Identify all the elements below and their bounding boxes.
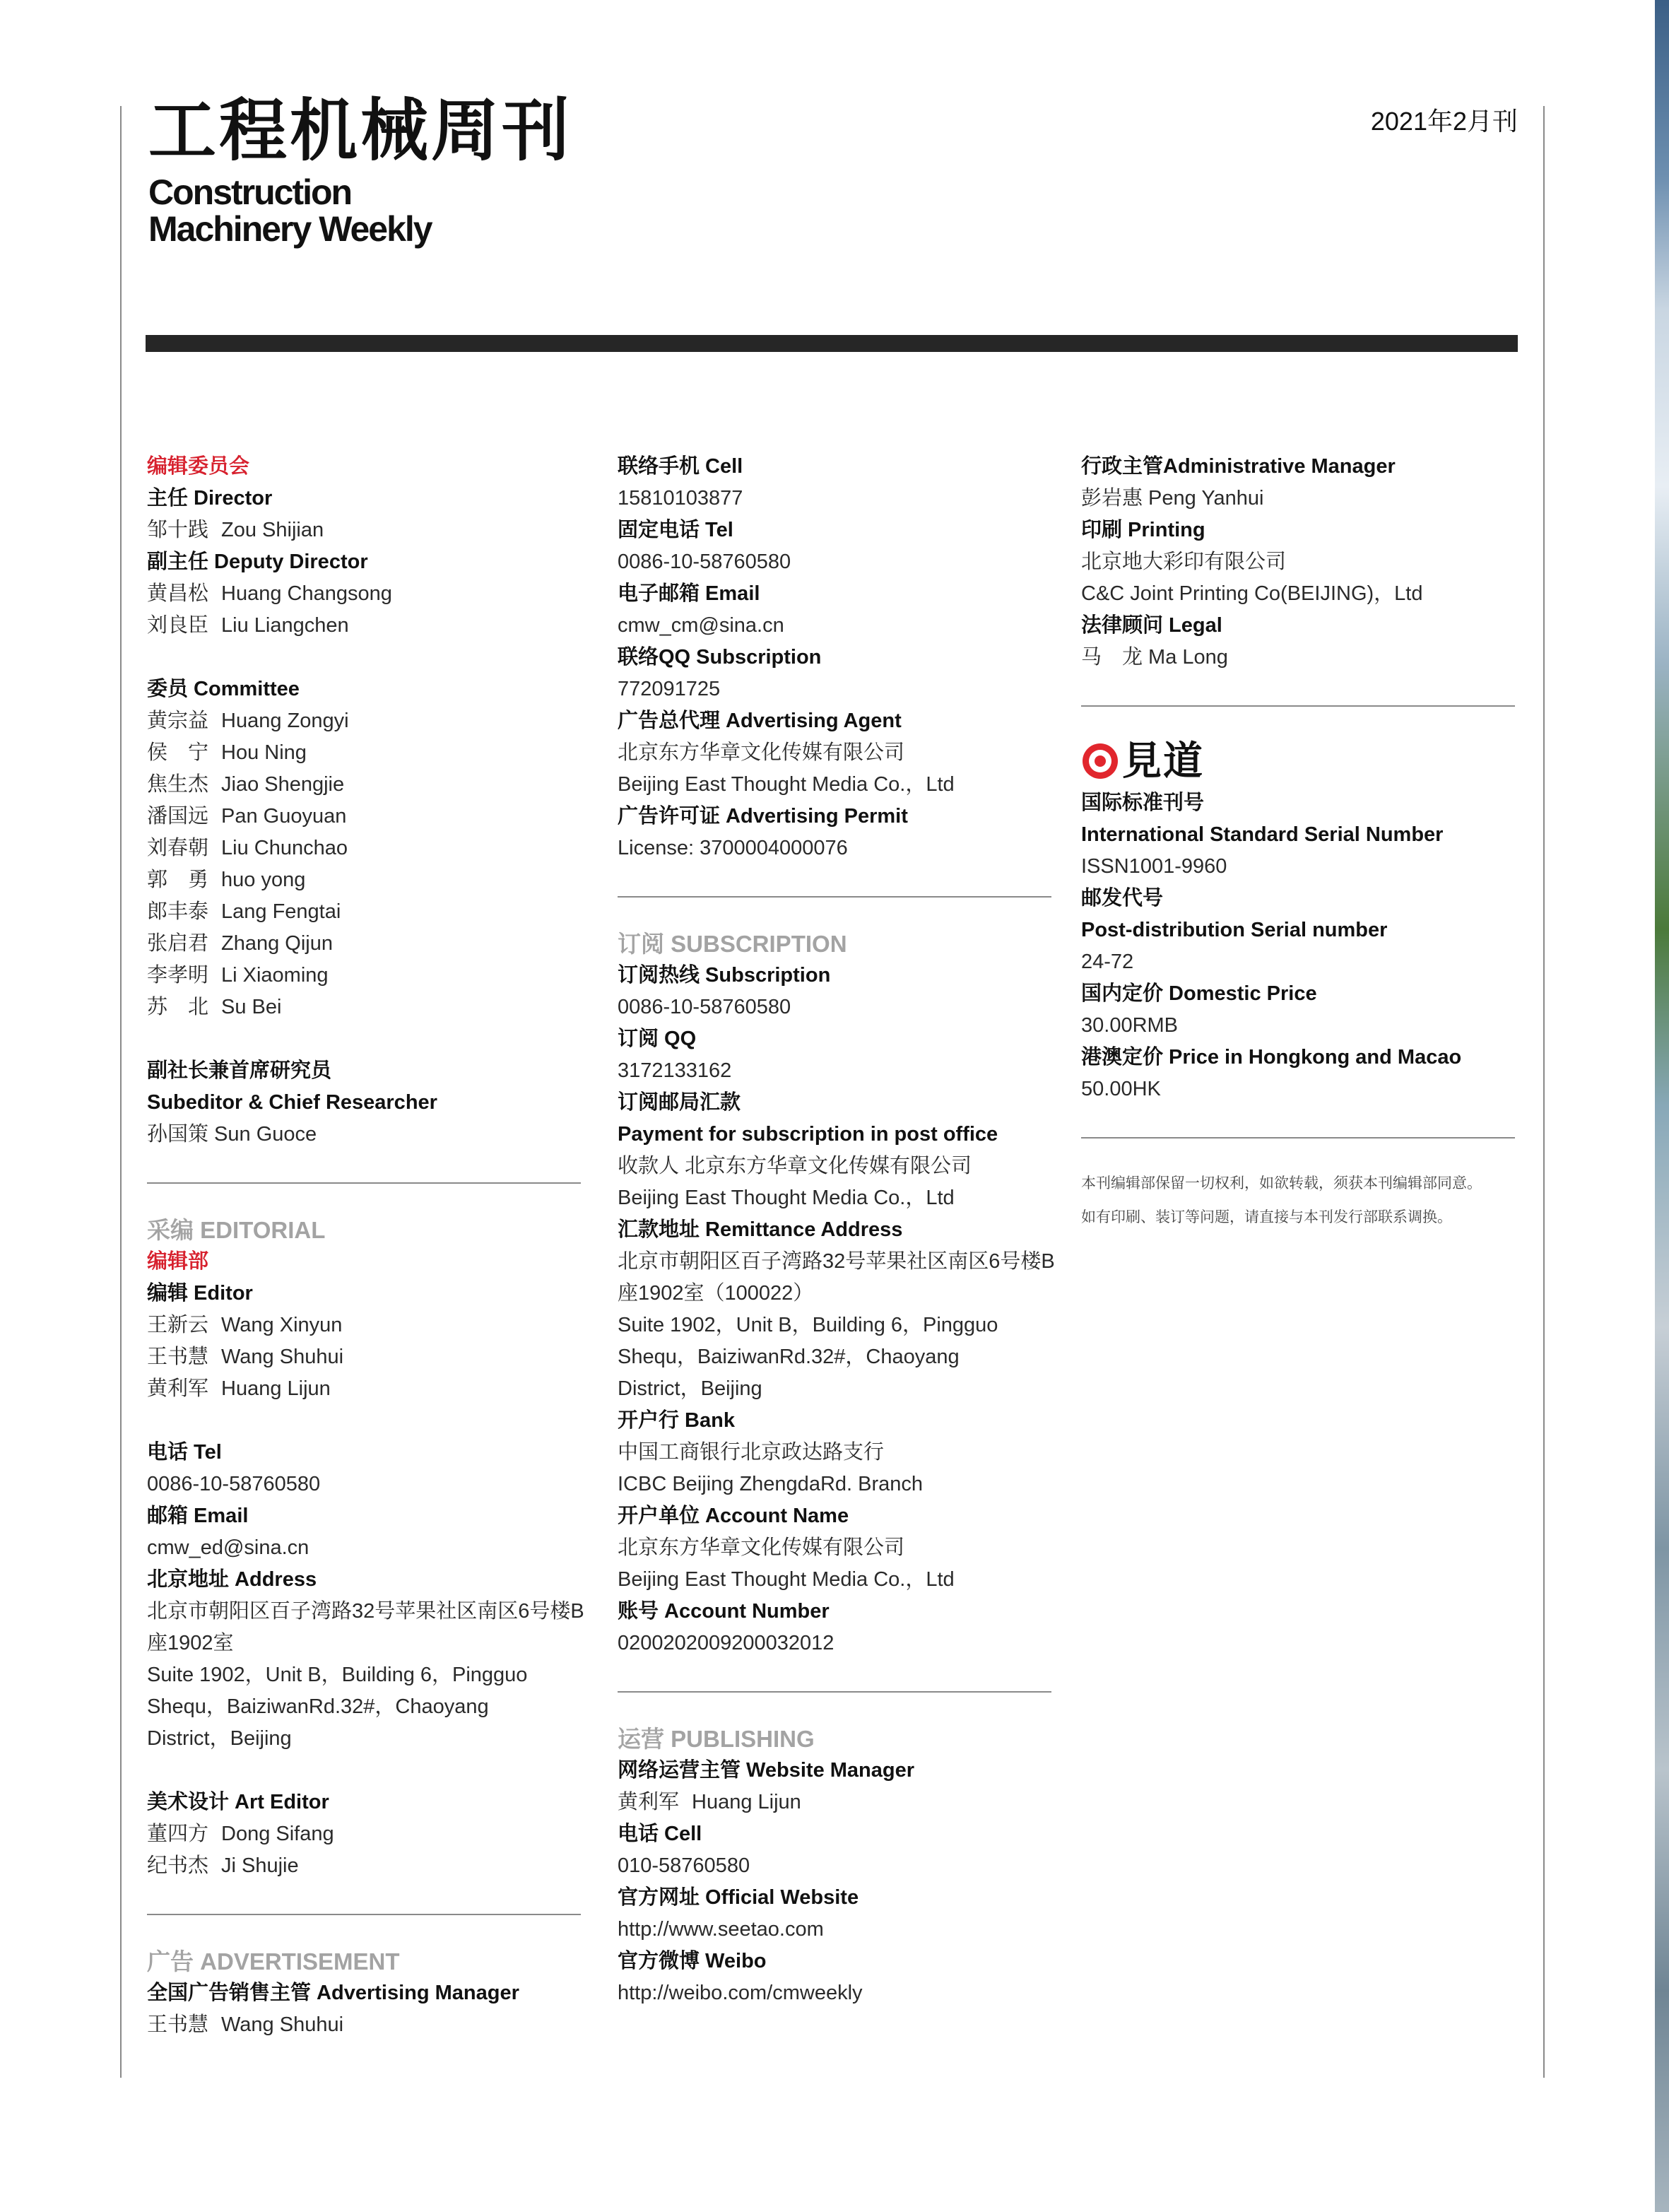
target-icon [1083, 743, 1118, 779]
committee-entry: 李孝明 Li Xiaoming [147, 964, 329, 987]
printing-en: C&C Joint Printing Co(BEIJING)，Ltd [1081, 582, 1423, 605]
remit-address-line: Shequ，BaiziwanRd.32#，Chaoyang [618, 1346, 960, 1368]
subeditor-name: 孙国策 Sun Guoce [147, 1123, 317, 1146]
editor-entry: 王新云 Wang Xinyun [147, 1314, 343, 1336]
legal-label: 法律顾问 Legal [1081, 614, 1222, 637]
cell-value: 15810103877 [618, 487, 743, 510]
magazine-title-cn: 工程机械周刊 [148, 93, 572, 169]
left-margin-line [120, 106, 122, 2078]
editor-entry: 王书慧 Wang Shuhui [147, 1346, 344, 1368]
advertisement-heading: 广告 ADVERTISEMENT [147, 1948, 400, 1975]
ad-permit-value: License: 3700004000076 [618, 837, 848, 859]
ad-permit-label: 广告许可证 Advertising Permit [618, 805, 908, 828]
editorial-dept: 编辑部 [147, 1250, 209, 1273]
publishing-heading: 运营 PUBLISHING [618, 1726, 815, 1752]
domestic-price-label: 国内定价 Domestic Price [1081, 982, 1317, 1005]
hk-price-label: 港澳定价 Price in Hongkong and Macao [1081, 1046, 1462, 1069]
committee-label: 委员 Committee [147, 678, 300, 700]
qq-label: 联络QQ Subscription [618, 646, 822, 669]
hk-price-value: 50.00HK [1081, 1078, 1161, 1100]
deputy-entry: 刘良臣 Liu Liangchen [147, 614, 349, 637]
bank-cn: 中国工商银行北京政达路支行 [618, 1441, 885, 1464]
remit-address-line: 座1902室（100022） [618, 1282, 814, 1305]
payee-en: Beijing East Thought Media Co.，Ltd [618, 1187, 955, 1209]
committee-entry: 张启君 Zhang Qijun [147, 932, 333, 955]
sub-hotline-value: 0086-10-58760580 [618, 996, 791, 1018]
issn-label-cn: 国际标准刊号 [1081, 792, 1205, 814]
post-code-label-en: Post-distribution Serial number [1081, 919, 1388, 941]
address-line: Suite 1902，Unit B，Building 6，Pingguo [147, 1664, 528, 1686]
director-label: 主任 Director [147, 487, 273, 510]
ad-manager-label: 全国广告销售主管 Advertising Manager [147, 1982, 519, 2004]
remit-address-line: District，Beijing [618, 1377, 762, 1400]
page-edge-image-strip [1655, 0, 1669, 2212]
remit-address-line: 北京市朝阳区百子湾路32号苹果社区南区6号楼B [618, 1250, 1055, 1273]
website-manager-entry: 黄利军 Huang Lijun [618, 1791, 801, 1813]
tel-value: 0086-10-58760580 [147, 1473, 321, 1495]
editor-entry: 黄利军 Huang Lijun [147, 1377, 331, 1400]
sub-hotline-label: 订阅热线 Subscription [618, 964, 831, 987]
deputy-entry: 黄昌松 Huang Changsong [147, 582, 392, 605]
admin-manager-name: 彭岩惠 Peng Yanhui [1081, 487, 1264, 510]
pub-cell-label: 电话 Cell [618, 1823, 702, 1845]
tel-label: 电话 Tel [147, 1441, 222, 1464]
ad-manager-entry: 王书慧 Wang Shuhui [147, 2013, 344, 2036]
section-divider [147, 1182, 581, 1184]
official-website-link[interactable]: http://www.seetao.com [618, 1918, 824, 1941]
account-name-label: 开户单位 Account Name [618, 1505, 849, 1527]
tel-value: 0086-10-58760580 [618, 551, 791, 573]
address-line: District，Beijing [147, 1727, 292, 1750]
account-number-label: 账号 Account Number [618, 1600, 830, 1623]
editor-label: 编辑 Editor [147, 1282, 253, 1305]
rights-notice: 本刊编辑部保留一切权利，如欲转载，须获本刊编辑部同意。 [1081, 1175, 1482, 1192]
issn-label-en: International Standard Serial Number [1081, 823, 1444, 846]
column-admin-pricing [1081, 451, 1515, 1235]
email-value: cmw_cm@sina.cn [618, 614, 784, 637]
committee-entry: 郎丰泰 Lang Fengtai [147, 900, 341, 923]
pub-cell-value: 010-58760580 [618, 1854, 750, 1877]
website-manager-label: 网络运营主管 Website Manager [618, 1759, 915, 1782]
issn-value: ISSN1001-9960 [1081, 855, 1227, 878]
sub-qq-label: 订阅 QQ [618, 1028, 697, 1050]
address-line: 座1902室 [147, 1632, 234, 1654]
section-divider [618, 896, 1051, 898]
subscription-heading: 订阅 SUBSCRIPTION [618, 931, 847, 957]
ad-agent-label: 广告总代理 Advertising Agent [618, 710, 902, 732]
committee-entry: 侯 宁 Hou Ning [147, 741, 307, 764]
section-divider [1081, 705, 1515, 707]
seetao-logo-text: 見道 [1122, 738, 1204, 784]
account-number-value: 0200202009200032012 [618, 1632, 834, 1654]
committee-entry: 黄宗益 Huang Zongyi [147, 710, 349, 732]
official-website-label: 官方网址 Official Website [618, 1886, 859, 1909]
masthead-divider-bar [146, 335, 1518, 352]
address-label: 北京地址 Address [147, 1568, 317, 1591]
cell-label: 联络手机 Cell [618, 455, 743, 478]
ad-agent-cn: 北京东方华章文化传媒有限公司 [618, 741, 905, 764]
email-label: 邮箱 Email [147, 1505, 249, 1527]
ad-agent-en: Beijing East Thought Media Co.，Ltd [618, 773, 955, 796]
remit-address-line: Suite 1902，Unit B，Building 6，Pingguo [618, 1314, 998, 1336]
printing-cn: 北京地大彩印有限公司 [1081, 551, 1287, 573]
email-value: cmw_ed@sina.cn [147, 1536, 309, 1559]
bank-label: 开户行 Bank [618, 1409, 735, 1432]
domestic-price-value: 30.00RMB [1081, 1014, 1179, 1037]
remit-address-label: 汇款地址 Remittance Address [618, 1218, 903, 1241]
email-label: 电子邮箱 Email [618, 582, 760, 605]
issue-date: 2021年2月刊 [1370, 107, 1518, 136]
section-divider [618, 1691, 1051, 1693]
committee-entry: 郭 勇 huo yong [147, 869, 306, 891]
weibo-label: 官方微博 Weibo [618, 1950, 767, 1972]
admin-manager-label: 行政主管Administrative Manager [1081, 455, 1396, 478]
art-editor-entry: 董四方 Dong Sifang [147, 1823, 334, 1845]
payee-cn: 收款人 北京东方华章文化传媒有限公司 [618, 1155, 972, 1177]
address-line: 北京市朝阳区百子湾路32号苹果社区南区6号楼B [147, 1600, 584, 1623]
deputy-label: 副主任 Deputy Director [147, 551, 368, 573]
right-margin-line [1543, 106, 1545, 2078]
legal-name: 马 龙 Ma Long [1081, 646, 1228, 669]
tel-label: 固定电话 Tel [618, 519, 733, 541]
post-code-label-cn: 邮发代号 [1081, 887, 1164, 910]
qq-value: 772091725 [618, 678, 721, 700]
committee-entry: 苏 北 Su Bei [147, 996, 282, 1018]
column-editorial-board [147, 451, 584, 2041]
magazine-title-en-line2: Machinery Weekly [148, 209, 432, 249]
weibo-link[interactable]: http://weibo.com/cmweekly [618, 1982, 863, 2004]
board-heading: 编辑委员会 [147, 455, 250, 478]
account-name-en: Beijing East Thought Media Co.，Ltd [618, 1568, 955, 1591]
seetao-logo [1083, 735, 1515, 787]
magazine-title-en [148, 174, 432, 247]
committee-entry: 焦生杰 Jiao Shengjie [147, 773, 345, 796]
address-line: Shequ，BaiziwanRd.32#，Chaoyang [147, 1695, 489, 1718]
section-divider [1081, 1137, 1515, 1139]
director-entry: 邹十践 Zou Shijian [147, 519, 324, 541]
sub-qq-value: 3172133162 [618, 1059, 732, 1082]
section-divider [147, 1914, 581, 1915]
account-name-cn: 北京东方华章文化传媒有限公司 [618, 1536, 905, 1559]
subeditor-label-cn: 副社长兼首席研究员 [147, 1059, 332, 1082]
art-editor-label: 美术设计 Art Editor [147, 1791, 329, 1813]
magazine-title-en-line1: Construction [148, 172, 352, 212]
subeditor-label-en: Subeditor & Chief Researcher [147, 1091, 437, 1114]
post-remit-label-en: Payment for subscription in post office [618, 1123, 998, 1146]
art-editor-entry: 纪书杰 Ji Shujie [147, 1854, 299, 1877]
printing-label: 印刷 Printing [1081, 519, 1205, 541]
committee-entry: 刘春朝 Liu Chunchao [147, 837, 348, 859]
column-contact-subscription [618, 451, 1055, 2009]
committee-entry: 潘国远 Pan Guoyuan [147, 805, 347, 828]
bank-en: ICBC Beijing ZhengdaRd. Branch [618, 1473, 924, 1495]
post-code-value: 24-72 [1081, 951, 1134, 973]
print-defect-notice: 如有印刷、装订等问题，请直接与本刊发行部联系调换。 [1081, 1209, 1452, 1225]
post-remit-label-cn: 订阅邮局汇款 [618, 1091, 741, 1114]
editorial-heading: 采编 EDITORIAL [147, 1217, 326, 1243]
